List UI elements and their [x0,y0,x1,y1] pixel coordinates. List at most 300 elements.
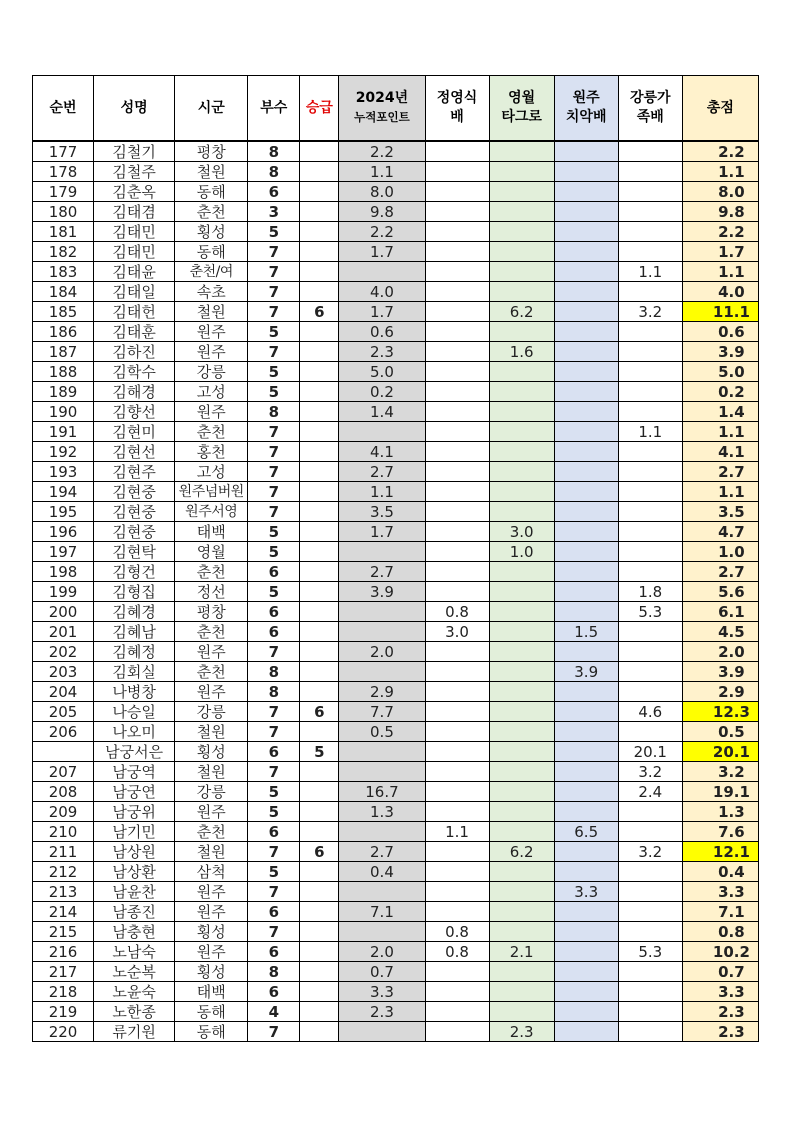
cell-gn: 3.2 [618,842,682,862]
cell-wj [554,542,618,562]
cell-yw [489,482,554,502]
cell-gn [618,222,682,242]
cell-total: 1.1 [682,422,758,442]
header-city-label: 시군 [197,99,225,116]
cell-division: 7 [248,1022,300,1042]
cell-promotion [300,282,339,302]
cell-no: 195 [33,502,94,522]
cell-wj [554,722,618,742]
cell-yw [489,582,554,602]
cell-total: 11.1 [682,302,758,322]
table-row [33,322,759,342]
cell-city: 원주 [175,902,248,922]
cell-gn [618,622,682,642]
cell-total: 4.5 [682,622,758,642]
cell-wj [554,742,618,762]
cell-points: 3.3 [339,982,425,1002]
cell-points [339,922,425,942]
cell-points: 2.3 [339,1002,425,1022]
cell-division: 5 [248,322,300,342]
cell-wj [554,462,618,482]
cell-promotion [300,902,339,922]
cell-promotion: 6 [300,302,339,322]
table-row [33,902,759,922]
cell-city: 원주 [175,802,248,822]
cell-no: 178 [33,162,94,182]
cell-gn [618,282,682,302]
cell-total: 2.7 [682,462,758,482]
cell-no: 194 [33,482,94,502]
table-row [33,882,759,902]
cell-total: 12.3 [682,702,758,722]
cell-wj [554,162,618,182]
table-row [33,862,759,882]
cell-wj [554,702,618,722]
cell-promotion [300,482,339,502]
cell-name: 노남숙 [94,942,175,962]
cell-yw [489,902,554,922]
cell-wj [554,582,618,602]
cell-wj [554,902,618,922]
cell-total: 1.1 [682,482,758,502]
cell-city: 고성 [175,382,248,402]
cell-name: 김현중 [94,482,175,502]
cell-wj [554,982,618,1002]
cell-no: 205 [33,702,94,722]
header-name [94,76,175,142]
cell-points: 1.4 [339,402,425,422]
cell-jy [425,302,489,322]
cell-promotion [300,962,339,982]
cell-division: 7 [248,242,300,262]
cell-wj [554,922,618,942]
cell-name: 김태겸 [94,202,175,222]
cell-total: 8.0 [682,182,758,202]
cell-no: 212 [33,862,94,882]
cell-no: 185 [33,302,94,322]
table-row [33,722,759,742]
cell-total: 1.7 [682,242,758,262]
cell-promotion [300,362,339,382]
cell-promotion [300,242,339,262]
cell-city: 철원 [175,842,248,862]
cell-name: 김태헌 [94,302,175,322]
cell-jy [425,962,489,982]
cell-name: 남궁역 [94,762,175,782]
cell-city: 원주 [175,882,248,902]
cell-division: 6 [248,982,300,1002]
cell-points: 2.7 [339,562,425,582]
cell-name: 김형집 [94,582,175,602]
table-row [33,282,759,302]
cell-no: 190 [33,402,94,422]
table-row [33,942,759,962]
cell-city: 춘천/여 [175,262,248,282]
cell-promotion [300,922,339,942]
header-jy [425,76,489,142]
cell-yw [489,722,554,742]
cell-jy [425,422,489,442]
cell-city: 춘천 [175,422,248,442]
cell-no: 199 [33,582,94,602]
cell-wj [554,222,618,242]
cell-name: 김형건 [94,562,175,582]
table-row [33,382,759,402]
cell-city: 원주 [175,682,248,702]
cell-division: 5 [248,582,300,602]
table-row [33,302,759,322]
table-row [33,502,759,522]
cell-no: 183 [33,262,94,282]
cell-total: 9.8 [682,202,758,222]
header-row [33,76,759,142]
cell-division: 6 [248,942,300,962]
cell-jy [425,282,489,302]
cell-gn: 4.6 [618,702,682,722]
cell-division: 7 [248,342,300,362]
cell-gn [618,722,682,742]
cell-jy [425,202,489,222]
cell-gn: 1.1 [618,262,682,282]
cell-no: 192 [33,442,94,462]
cell-city: 동해 [175,182,248,202]
cell-name: 남종진 [94,902,175,922]
cell-promotion [300,1022,339,1042]
cell-jy [425,662,489,682]
cell-division: 7 [248,882,300,902]
cell-jy [425,141,489,162]
cell-gn [618,1022,682,1042]
cell-total: 5.0 [682,362,758,382]
cell-yw [489,702,554,722]
cell-yw [489,382,554,402]
cell-points: 1.1 [339,162,425,182]
cell-points: 2.0 [339,942,425,962]
cell-gn [618,642,682,662]
cell-total: 3.2 [682,762,758,782]
cell-promotion [300,862,339,882]
cell-no: 211 [33,842,94,862]
cell-yw [489,822,554,842]
header-wj-line2: 치악배 [565,109,607,125]
cell-city: 삼척 [175,862,248,882]
cell-no: 179 [33,182,94,202]
cell-promotion [300,262,339,282]
cell-no: 213 [33,882,94,902]
cell-name: 김현선 [94,442,175,462]
cell-promotion [300,502,339,522]
header-total [682,76,758,142]
header-jy-line1: 정영식 [436,90,478,106]
cell-jy [425,1022,489,1042]
cell-division: 5 [248,862,300,882]
cell-city: 횡성 [175,222,248,242]
cell-wj [554,782,618,802]
cell-wj [554,762,618,782]
cell-name: 남상환 [94,862,175,882]
cell-promotion [300,182,339,202]
cell-name: 김태윤 [94,262,175,282]
cell-division: 7 [248,642,300,662]
cell-points [339,1022,425,1042]
cell-name: 김철기 [94,141,175,162]
cell-gn: 3.2 [618,302,682,322]
cell-points: 2.2 [339,222,425,242]
cell-no: 184 [33,282,94,302]
cell-jy [425,502,489,522]
cell-jy [425,982,489,1002]
cell-division: 8 [248,662,300,682]
header-no [33,76,94,142]
cell-promotion [300,442,339,462]
cell-name: 김현중 [94,502,175,522]
cell-gn [618,982,682,1002]
cell-division: 5 [248,362,300,382]
table-row [33,342,759,362]
cell-points: 1.3 [339,802,425,822]
cell-division: 6 [248,742,300,762]
cell-gn [618,182,682,202]
header-jy-line2: 배 [450,109,464,125]
cell-yw [489,262,554,282]
cell-jy [425,462,489,482]
cell-gn [618,802,682,822]
cell-total: 4.1 [682,442,758,462]
cell-promotion [300,542,339,562]
cell-gn: 1.8 [618,582,682,602]
cell-gn [618,162,682,182]
cell-gn: 2.4 [618,782,682,802]
cell-points: 5.0 [339,362,425,382]
cell-points: 0.4 [339,862,425,882]
table-row [33,182,759,202]
cell-promotion [300,422,339,442]
cell-promotion [300,782,339,802]
cell-gn [618,442,682,462]
cell-gn [618,242,682,262]
cell-yw [489,222,554,242]
cell-points: 0.6 [339,322,425,342]
cell-jy [425,562,489,582]
header-points-line1: 2024년 [355,90,409,106]
cell-promotion [300,462,339,482]
cell-promotion [300,342,339,362]
cell-jy [425,762,489,782]
cell-points: 1.1 [339,482,425,502]
cell-city: 원주 [175,942,248,962]
cell-name: 김태훈 [94,322,175,342]
cell-yw [489,802,554,822]
cell-points [339,742,425,762]
cell-wj [554,262,618,282]
cell-promotion [300,882,339,902]
cell-no: 201 [33,622,94,642]
cell-gn [618,482,682,502]
cell-division: 8 [248,402,300,422]
cell-promotion [300,942,339,962]
cell-name: 나오미 [94,722,175,742]
table-row [33,422,759,442]
cell-jy [425,702,489,722]
cell-name: 류기원 [94,1022,175,1042]
cell-wj: 3.3 [554,882,618,902]
cell-points: 3.5 [339,502,425,522]
cell-yw [489,682,554,702]
cell-total: 20.1 [682,742,758,762]
cell-total: 6.1 [682,602,758,622]
cell-no: 187 [33,342,94,362]
cell-jy [425,342,489,362]
cell-total: 2.7 [682,562,758,582]
cell-division: 6 [248,182,300,202]
cell-points: 1.7 [339,302,425,322]
cell-wj [554,402,618,422]
cell-gn [618,542,682,562]
cell-no: 197 [33,542,94,562]
cell-promotion [300,982,339,1002]
cell-promotion: 5 [300,742,339,762]
cell-gn [618,141,682,162]
cell-jy [425,542,489,562]
cell-gn [618,682,682,702]
cell-wj [554,802,618,822]
cell-no [33,742,94,762]
cell-jy [425,862,489,882]
cell-wj [554,942,618,962]
header-yw [489,76,554,142]
table-row [33,202,759,222]
cell-no: 188 [33,362,94,382]
cell-total: 4.0 [682,282,758,302]
cell-city: 동해 [175,1022,248,1042]
cell-points: 1.7 [339,242,425,262]
cell-name: 김현미 [94,422,175,442]
header-city [175,76,248,142]
cell-yw [489,282,554,302]
cell-gn [618,882,682,902]
cell-wj [554,842,618,862]
table-row [33,622,759,642]
cell-name: 남궁위 [94,802,175,822]
cell-wj [554,522,618,542]
cell-name: 노한종 [94,1002,175,1022]
cell-gn [618,322,682,342]
table-row [33,922,759,942]
cell-city: 태백 [175,522,248,542]
cell-total: 12.1 [682,842,758,862]
cell-yw [489,882,554,902]
table-row [33,362,759,382]
cell-no: 202 [33,642,94,662]
cell-division: 5 [248,542,300,562]
header-promotion [300,76,339,142]
cell-total: 3.9 [682,342,758,362]
cell-total: 7.1 [682,902,758,922]
table-row [33,542,759,562]
cell-points: 2.0 [339,642,425,662]
cell-promotion [300,642,339,662]
cell-yw: 6.2 [489,302,554,322]
cell-city: 춘천 [175,662,248,682]
cell-wj [554,1022,618,1042]
header-points-line2: 누적포인트 [354,110,410,124]
cell-yw [489,742,554,762]
cell-name: 남궁연 [94,782,175,802]
cell-no: 208 [33,782,94,802]
cell-promotion [300,1002,339,1022]
cell-wj [554,422,618,442]
header-total-label: 총점 [706,99,734,116]
header-division-label: 부수 [260,99,288,116]
cell-promotion [300,722,339,742]
cell-name: 김회실 [94,662,175,682]
cell-gn [618,922,682,942]
cell-promotion [300,622,339,642]
cell-no: 191 [33,422,94,442]
cell-gn: 3.2 [618,762,682,782]
cell-points: 0.7 [339,962,425,982]
cell-division: 5 [248,382,300,402]
cell-division: 7 [248,462,300,482]
cell-yw [489,402,554,422]
cell-no: 218 [33,982,94,1002]
cell-gn [618,502,682,522]
cell-name: 남기민 [94,822,175,842]
cell-yw [489,622,554,642]
table-row [33,762,759,782]
cell-gn [618,402,682,422]
cell-promotion [300,382,339,402]
cell-city: 원주넘버원 [175,482,248,502]
header-name-label: 성명 [120,99,148,116]
cell-no: 198 [33,562,94,582]
cell-no: 210 [33,822,94,842]
cell-gn [618,462,682,482]
table-row [33,642,759,662]
cell-total: 0.5 [682,722,758,742]
table-row [33,141,759,162]
cell-jy [425,782,489,802]
cell-jy [425,582,489,602]
cell-division: 8 [248,141,300,162]
cell-total: 2.3 [682,1022,758,1042]
cell-name: 김혜경 [94,602,175,622]
cell-points [339,602,425,622]
cell-promotion [300,322,339,342]
cell-yw [489,502,554,522]
cell-no: 219 [33,1002,94,1022]
table-row [33,982,759,1002]
cell-no: 196 [33,522,94,542]
table-row [33,662,759,682]
cell-promotion: 6 [300,702,339,722]
cell-no: 215 [33,922,94,942]
cell-points: 2.9 [339,682,425,702]
cell-total: 3.3 [682,882,758,902]
cell-name: 김현중 [94,522,175,542]
cell-promotion: 6 [300,842,339,862]
cell-yw [489,922,554,942]
table-body [33,141,759,1042]
cell-yw [489,242,554,262]
cell-total: 7.6 [682,822,758,842]
cell-points: 0.2 [339,382,425,402]
cell-city: 철원 [175,722,248,742]
cell-wj [554,642,618,662]
cell-city: 동해 [175,242,248,262]
cell-no: 220 [33,1022,94,1042]
cell-no: 200 [33,602,94,622]
